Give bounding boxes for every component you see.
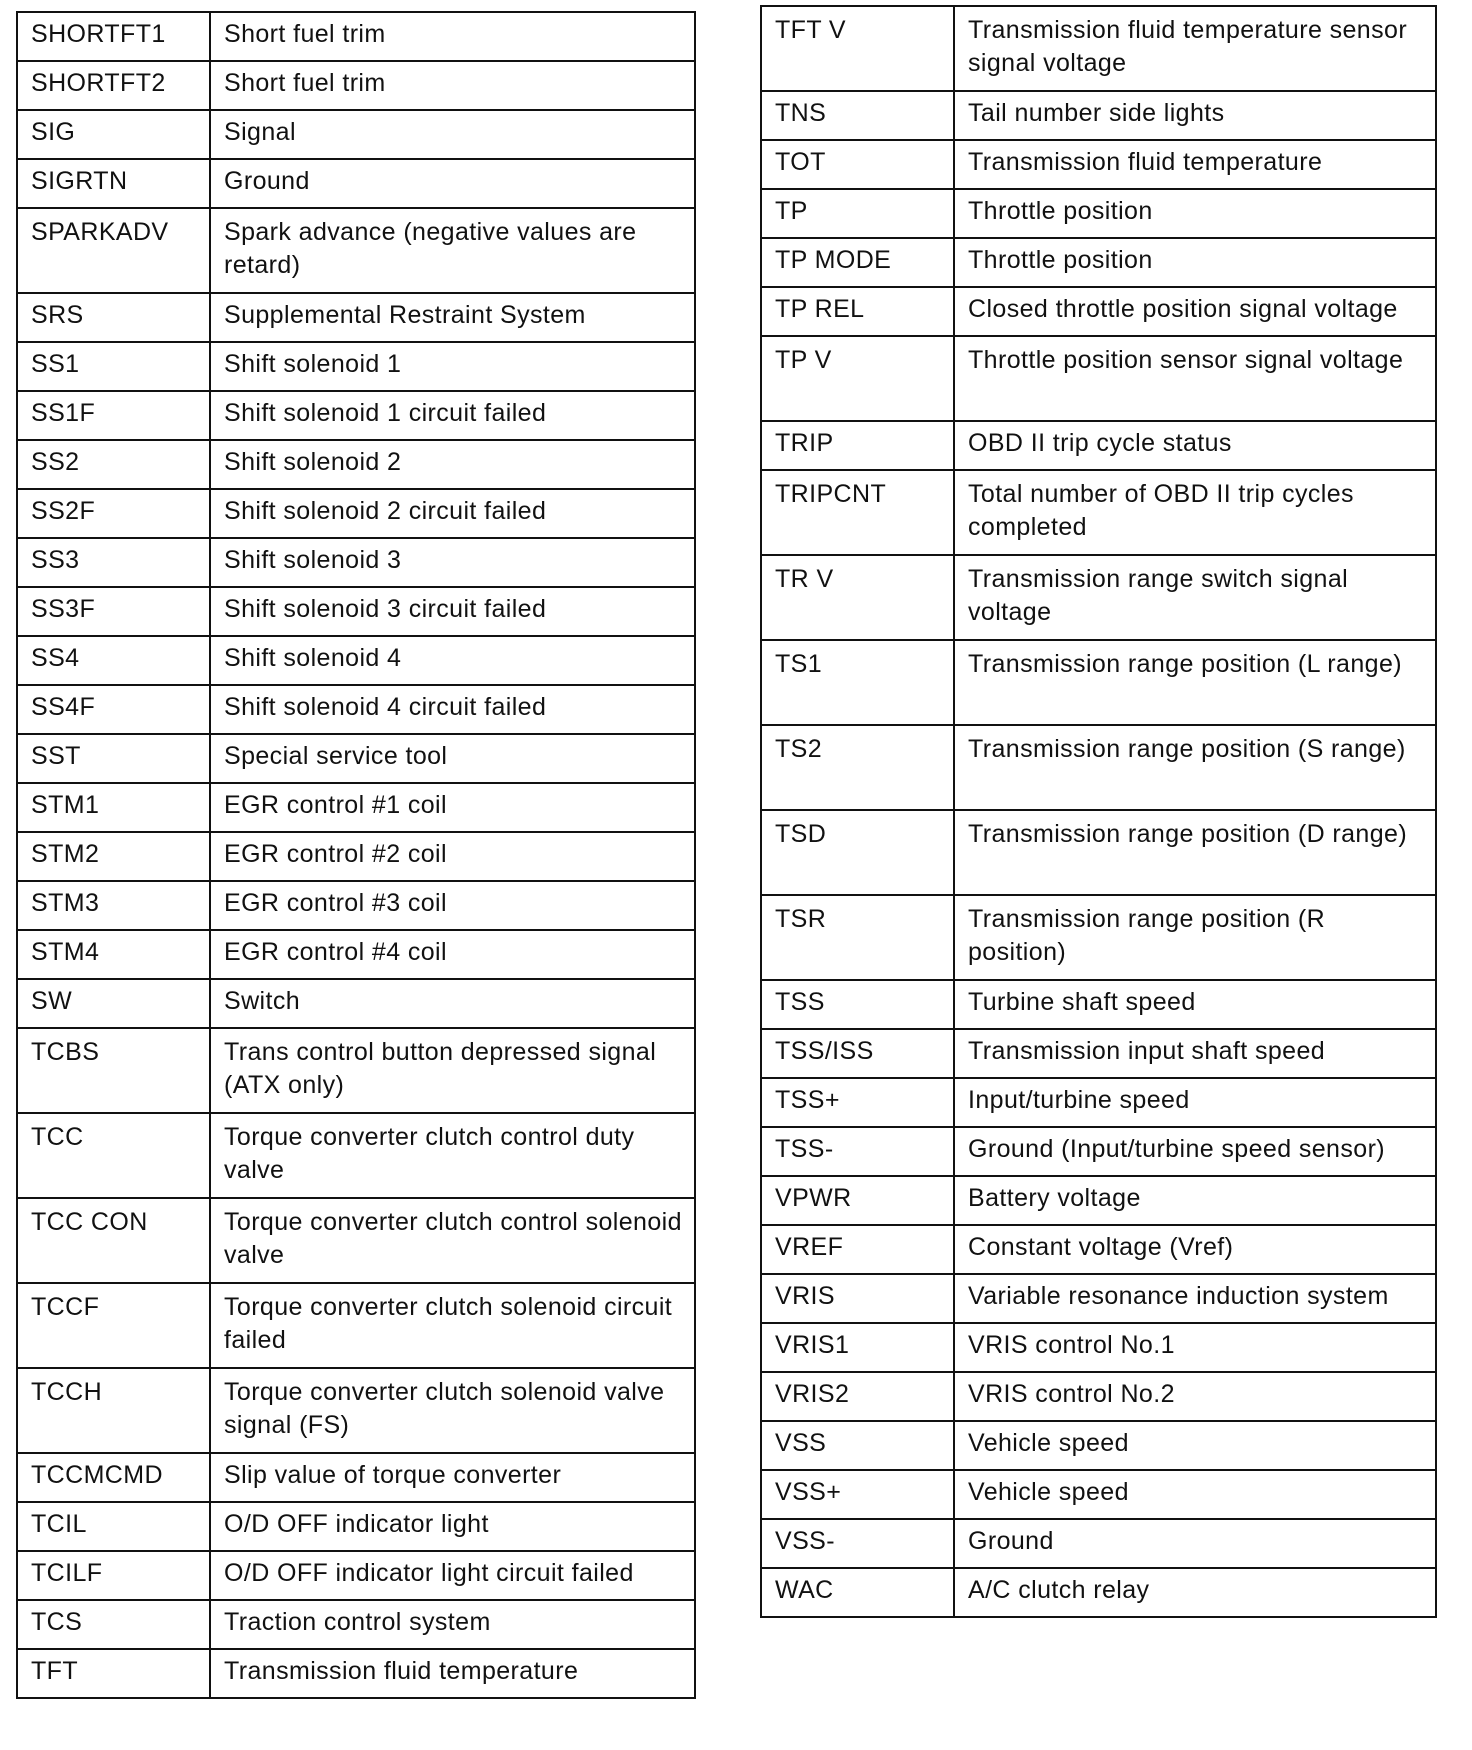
abbreviation-cell: VRIS2 bbox=[761, 1372, 954, 1421]
table-row bbox=[761, 1274, 1436, 1323]
description-cell: Shift solenoid 4 circuit failed bbox=[210, 685, 695, 734]
description-cell: Throttle position sensor signal voltage bbox=[954, 336, 1436, 421]
description-cell: EGR control #1 coil bbox=[210, 783, 695, 832]
table-row bbox=[761, 1421, 1436, 1470]
table-row bbox=[17, 208, 695, 293]
table-row bbox=[17, 342, 695, 391]
abbreviation-cell: TSD bbox=[761, 810, 954, 895]
table-row bbox=[761, 1029, 1436, 1078]
abbreviation-cell: TP bbox=[761, 189, 954, 238]
description-cell: Throttle position bbox=[954, 189, 1436, 238]
table-row bbox=[761, 287, 1436, 336]
table-row bbox=[17, 1113, 695, 1198]
abbreviation-cell: TS2 bbox=[761, 725, 954, 810]
abbreviation-cell: VPWR bbox=[761, 1176, 954, 1225]
description-cell: Variable resonance induction system bbox=[954, 1274, 1436, 1323]
table-row bbox=[761, 6, 1436, 91]
table-row bbox=[17, 1028, 695, 1113]
description-cell: Slip value of torque converter bbox=[210, 1453, 695, 1502]
table-row bbox=[17, 1551, 695, 1600]
abbreviation-cell: TOT bbox=[761, 140, 954, 189]
abbreviation-cell: VSS+ bbox=[761, 1470, 954, 1519]
abbreviation-cell: TRIPCNT bbox=[761, 470, 954, 555]
table-row bbox=[17, 832, 695, 881]
description-cell: Total number of OBD II trip cycles completed bbox=[954, 470, 1436, 555]
description-cell: Torque converter clutch solenoid valve signal (FS) bbox=[210, 1368, 695, 1453]
description-cell: VRIS control No.2 bbox=[954, 1372, 1436, 1421]
abbreviation-cell: VRIS1 bbox=[761, 1323, 954, 1372]
abbreviation-cell: TCILF bbox=[17, 1551, 210, 1600]
description-cell: EGR control #4 coil bbox=[210, 930, 695, 979]
table-row bbox=[761, 91, 1436, 140]
description-cell: O/D OFF indicator light circuit failed bbox=[210, 1551, 695, 1600]
table-row bbox=[17, 110, 695, 159]
table-row bbox=[17, 1198, 695, 1283]
abbreviation-cell: SW bbox=[17, 979, 210, 1028]
description-cell: Torque converter clutch solenoid circuit failed bbox=[210, 1283, 695, 1368]
description-cell: OBD II trip cycle status bbox=[954, 421, 1436, 470]
table-row bbox=[17, 734, 695, 783]
description-cell: Transmission range position (R position) bbox=[954, 895, 1436, 980]
abbreviation-cell: SHORTFT2 bbox=[17, 61, 210, 110]
description-cell: Transmission range position (L range) bbox=[954, 640, 1436, 725]
abbreviation-cell: TCCMCMD bbox=[17, 1453, 210, 1502]
abbreviation-cell: TP REL bbox=[761, 287, 954, 336]
description-cell: Throttle position bbox=[954, 238, 1436, 287]
abbreviation-cell: VSS- bbox=[761, 1519, 954, 1568]
description-cell: Constant voltage (Vref) bbox=[954, 1225, 1436, 1274]
abbreviation-cell: SS1 bbox=[17, 342, 210, 391]
abbreviation-cell: VSS bbox=[761, 1421, 954, 1470]
table-row bbox=[17, 61, 695, 110]
table-row bbox=[761, 1470, 1436, 1519]
description-cell: Shift solenoid 3 circuit failed bbox=[210, 587, 695, 636]
description-cell: Vehicle speed bbox=[954, 1421, 1436, 1470]
description-cell: Torque converter clutch control duty valve bbox=[210, 1113, 695, 1198]
table-row bbox=[761, 980, 1436, 1029]
table-row bbox=[17, 293, 695, 342]
table-row bbox=[17, 1283, 695, 1368]
description-cell: Battery voltage bbox=[954, 1176, 1436, 1225]
abbreviation-cell: TP V bbox=[761, 336, 954, 421]
description-cell: Shift solenoid 3 bbox=[210, 538, 695, 587]
table-row bbox=[761, 1323, 1436, 1372]
description-cell: Ground bbox=[210, 159, 695, 208]
abbreviation-cell: TSS/ISS bbox=[761, 1029, 954, 1078]
description-cell: VRIS control No.1 bbox=[954, 1323, 1436, 1372]
table-row bbox=[17, 1600, 695, 1649]
abbreviation-cell: SS3F bbox=[17, 587, 210, 636]
abbreviation-cell: TCCF bbox=[17, 1283, 210, 1368]
description-cell: Shift solenoid 1 bbox=[210, 342, 695, 391]
table-row bbox=[761, 421, 1436, 470]
abbreviation-cell: TCIL bbox=[17, 1502, 210, 1551]
abbreviation-cell: TSS- bbox=[761, 1127, 954, 1176]
abbreviation-cell: WAC bbox=[761, 1568, 954, 1617]
table-row bbox=[761, 1078, 1436, 1127]
abbreviation-cell: VRIS bbox=[761, 1274, 954, 1323]
abbreviation-cell: TFT bbox=[17, 1649, 210, 1698]
abbreviation-cell: TNS bbox=[761, 91, 954, 140]
table-row bbox=[17, 489, 695, 538]
description-cell: Signal bbox=[210, 110, 695, 159]
abbreviation-cell: TR V bbox=[761, 555, 954, 640]
table-row bbox=[17, 1649, 695, 1698]
description-cell: Spark advance (negative values are retard) bbox=[210, 208, 695, 293]
table-row bbox=[17, 685, 695, 734]
abbreviation-cell: SS3 bbox=[17, 538, 210, 587]
description-cell: Short fuel trim bbox=[210, 12, 695, 61]
description-cell: Input/turbine speed bbox=[954, 1078, 1436, 1127]
abbreviation-cell: SIGRTN bbox=[17, 159, 210, 208]
description-cell: Shift solenoid 2 circuit failed bbox=[210, 489, 695, 538]
abbreviation-cell: SS4F bbox=[17, 685, 210, 734]
table-row bbox=[17, 159, 695, 208]
abbreviation-cell: STM3 bbox=[17, 881, 210, 930]
table-row bbox=[17, 783, 695, 832]
description-cell: Special service tool bbox=[210, 734, 695, 783]
abbreviation-cell: TCS bbox=[17, 1600, 210, 1649]
abbreviation-cell: SST bbox=[17, 734, 210, 783]
abbreviation-cell: SRS bbox=[17, 293, 210, 342]
abbreviation-cell: TCBS bbox=[17, 1028, 210, 1113]
abbreviation-cell: VREF bbox=[761, 1225, 954, 1274]
table-row bbox=[761, 555, 1436, 640]
description-cell: Shift solenoid 2 bbox=[210, 440, 695, 489]
table-row bbox=[17, 587, 695, 636]
table-row bbox=[17, 538, 695, 587]
description-cell: Transmission range switch signal voltage bbox=[954, 555, 1436, 640]
abbreviation-cell: STM4 bbox=[17, 930, 210, 979]
table-row bbox=[761, 1127, 1436, 1176]
abbreviation-cell: TS1 bbox=[761, 640, 954, 725]
abbreviation-cell: SPARKADV bbox=[17, 208, 210, 293]
description-cell: Transmission range position (S range) bbox=[954, 725, 1436, 810]
table-row bbox=[17, 979, 695, 1028]
abbreviation-cell: TCC bbox=[17, 1113, 210, 1198]
table-row bbox=[761, 895, 1436, 980]
abbreviation-cell: SIG bbox=[17, 110, 210, 159]
abbreviation-cell: TP MODE bbox=[761, 238, 954, 287]
description-cell: Supplemental Restraint System bbox=[210, 293, 695, 342]
description-cell: Transmission range position (D range) bbox=[954, 810, 1436, 895]
abbreviation-cell: TCCH bbox=[17, 1368, 210, 1453]
table-row bbox=[17, 636, 695, 685]
description-cell: Transmission fluid temperature sensor signal voltage bbox=[954, 6, 1436, 91]
abbreviation-cell: TSS+ bbox=[761, 1078, 954, 1127]
abbreviation-cell: SS2F bbox=[17, 489, 210, 538]
description-cell: Shift solenoid 4 bbox=[210, 636, 695, 685]
description-cell: EGR control #3 coil bbox=[210, 881, 695, 930]
description-cell: Short fuel trim bbox=[210, 61, 695, 110]
abbreviation-cell: TSS bbox=[761, 980, 954, 1029]
table-row bbox=[761, 725, 1436, 810]
description-cell: Closed throttle position signal voltage bbox=[954, 287, 1436, 336]
description-cell: Transmission input shaft speed bbox=[954, 1029, 1436, 1078]
table-row bbox=[761, 238, 1436, 287]
description-cell: Turbine shaft speed bbox=[954, 980, 1436, 1029]
table-row bbox=[761, 640, 1436, 725]
table-row bbox=[761, 1568, 1436, 1617]
abbreviation-table-left bbox=[16, 11, 696, 1699]
table-row bbox=[761, 140, 1436, 189]
table-row bbox=[761, 336, 1436, 421]
abbreviation-cell: TSR bbox=[761, 895, 954, 980]
table-row bbox=[761, 189, 1436, 238]
description-cell: Switch bbox=[210, 979, 695, 1028]
abbreviation-cell: SS1F bbox=[17, 391, 210, 440]
table-row bbox=[17, 440, 695, 489]
table-row bbox=[17, 1502, 695, 1551]
table-row bbox=[761, 1176, 1436, 1225]
table-row bbox=[17, 12, 695, 61]
abbreviation-cell: SS2 bbox=[17, 440, 210, 489]
table-row bbox=[761, 810, 1436, 895]
abbreviation-table-right bbox=[760, 5, 1437, 1618]
abbreviation-cell: STM2 bbox=[17, 832, 210, 881]
abbreviation-cell: TRIP bbox=[761, 421, 954, 470]
description-cell: EGR control #2 coil bbox=[210, 832, 695, 881]
description-cell: Vehicle speed bbox=[954, 1470, 1436, 1519]
abbreviation-cell: SHORTFT1 bbox=[17, 12, 210, 61]
table-row bbox=[17, 1453, 695, 1502]
description-cell: Tail number side lights bbox=[954, 91, 1436, 140]
table-row bbox=[17, 930, 695, 979]
abbreviation-cell: SS4 bbox=[17, 636, 210, 685]
description-cell: Traction control system bbox=[210, 1600, 695, 1649]
description-cell: Ground bbox=[954, 1519, 1436, 1568]
description-cell: Shift solenoid 1 circuit failed bbox=[210, 391, 695, 440]
abbreviation-cell: STM1 bbox=[17, 783, 210, 832]
description-cell: Transmission fluid temperature bbox=[954, 140, 1436, 189]
description-cell: Trans control button depressed signal (ATX only) bbox=[210, 1028, 695, 1113]
table-row bbox=[761, 1519, 1436, 1568]
table-row bbox=[761, 470, 1436, 555]
table-row bbox=[17, 391, 695, 440]
table-row bbox=[17, 881, 695, 930]
description-cell: O/D OFF indicator light bbox=[210, 1502, 695, 1551]
description-cell: A/C clutch relay bbox=[954, 1568, 1436, 1617]
description-cell: Transmission fluid temperature bbox=[210, 1649, 695, 1698]
description-cell: Torque converter clutch control solenoid valve bbox=[210, 1198, 695, 1283]
table-row bbox=[761, 1225, 1436, 1274]
abbreviation-cell: TCC CON bbox=[17, 1198, 210, 1283]
table-row bbox=[761, 1372, 1436, 1421]
description-cell: Ground (Input/turbine speed sensor) bbox=[954, 1127, 1436, 1176]
abbreviation-cell: TFT V bbox=[761, 6, 954, 91]
table-row bbox=[17, 1368, 695, 1453]
